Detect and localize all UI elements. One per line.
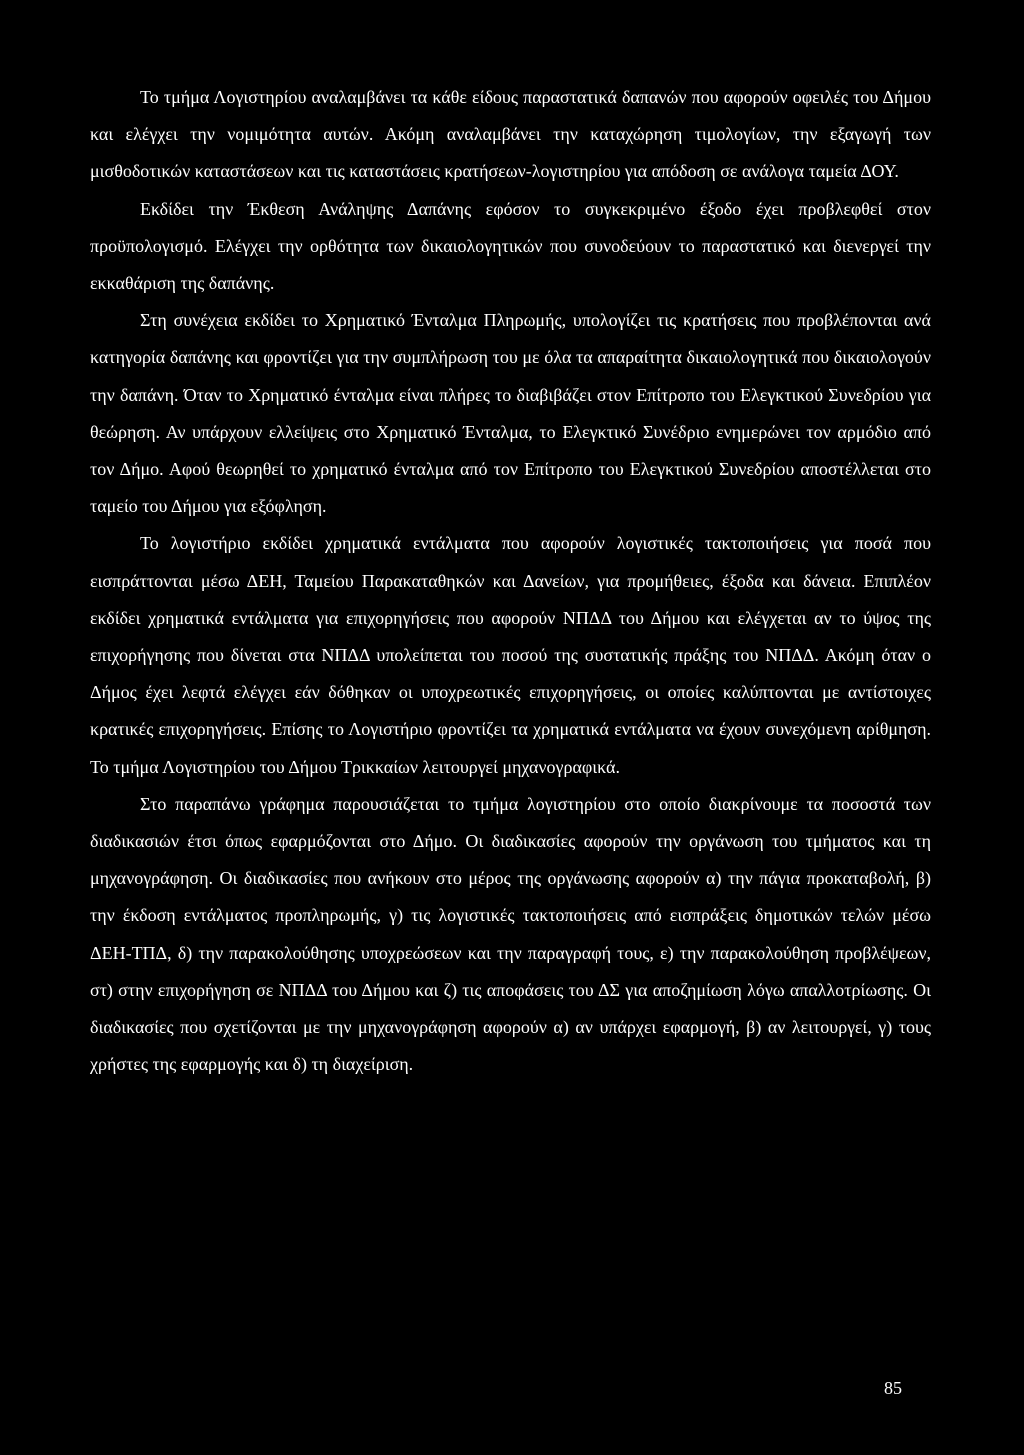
paragraph-expense-report: Εκδίδει την Έκθεση Ανάληψης Δαπάνης εφόσον το συγκεκριμένο έξοδο έχει προβλεφθεί στον προϋπολογισμό. Ελέγχει την ορθότητα των δικαιολογητικών που συνοδεύουν το παραστατικό και διενεργεί την εκκαθάριση της δαπάνης. <box>90 198 931 294</box>
body-text <box>90 79 931 1083</box>
page-number: 85 <box>884 1378 902 1398</box>
paragraph-payment-warrant: Στη συνέχεια εκδίδει το Χρηματικό Ένταλμα Πληρωμής, υπολογίζει τις κρατήσεις που προβλέπονται ανά κατηγορία δαπάνης και φροντίζει για την συμπλήρωση του με όλα τα απαραίτητα δικαιολογητικά που δικαιολογούν την δαπάνη. Όταν το Χρηματικό ένταλμα είναι πλήρες το διαβιβάζει στον Επίτροπο του Ελεγκτικού Συνεδρίου για θεώρηση. Αν υπάρχουν ελλείψεις στο Χρηματικό Ένταλμα, το Ελεγκτικό Συνέδριο ενημερώνει τον αρμόδιο από τον Δήμο. Αφού θεωρηθεί το χρηματικό ένταλμα από τον Επίτροπο του Ελεγκτικού Συνεδρίου αποστέλλεται στο ταμείο του Δήμου για εξόφληση. <box>90 310 931 517</box>
paragraph-accounting-intro: Το τμήμα Λογιστηρίου αναλαμβάνει τα κάθε είδους παραστατικά δαπανών που αφορούν οφειλές του Δήμου και ελέγχει την νομιμότητα αυτών. Ακόμη αναλαμβάνει την καταχώρηση τιμολογίων, την εξαγωγή των μισθοδοτικών καταστάσεων και τις καταστάσεις κρατήσεων-λογιστηρίου για απόδοση σε ανάλογα ταμεία ΔΟΥ. <box>90 87 931 182</box>
paragraph-procedures: Στο παραπάνω γράφημα παρουσιάζεται το τμήμα λογιστηρίου στο οποίο διακρίνουμε τα ποσοστά των διαδικασιών έτσι όπως εφαρμόζονται στο Δήμο. Οι διαδικασίες αφορούν την οργάνωση του τμήματος και τη μηχανογράφηση. Οι διαδικασίες που ανήκουν στο μέρος της οργάνωσης αφορούν α) την πάγια προκαταβολή, β) την έκδοση εντάλματος προπληρωμής, γ) τις λογιστικές τακτοποιήσεις από εισπράξεις δημοτικών τελών μέσω ΔΕΗ-ΤΠΔ, δ) την παρακολούθησης υποχρεώσεων και την παραγραφή τους, ε) την παρακολούθηση προβλέψεων, στ) στην επιχορήγηση σε ΝΠΔΔ του Δήμου και ζ) τις αποφάσεις του ΔΣ για αποζημίωση λόγω απαλλοτρίωσης. Οι διαδικασίες που σχετίζονται με την μηχανογράφηση αφορούν α) αν υπάρχει εφαρμογή, β) αν λειτουργεί, γ) τους χρήστες της εφαρμογής και δ) τη διαχείριση. <box>90 793 931 1075</box>
paragraph-accounting-warrants: Το λογιστήριο εκδίδει χρηματικά εντάλματα που αφορούν λογιστικές τακτοποιήσεις για ποσά που εισπράττονται μέσω ΔΕΗ, Ταμείου Παρακαταθηκών και Δανείων, για προμήθειες, έξοδα και δάνεια. Επιπλέον εκδίδει χρηματικά εντάλματα για επιχορηγήσεις που αφορούν ΝΠΔΔ του Δήμου και ελέγχεται αν το ύψος της επιχορήγησης που δίνεται στα ΝΠΔΔ υπολείπεται του ποσού της συστατικής πράξης του ΝΠΔΔ. Ακόμη όταν ο Δήμος έχει λεφτά ελέγχει εάν δόθηκαν οι υποχρεωτικές επιχορηγήσεις, οι οποίες καλύπτονται με αντίστοιχες κρατικές επιχορηγήσεις. Επίσης το Λογιστήριο φροντίζει τα χρηματικά εντάλματα να έχουν συνεχόμενη αρίθμηση. Το τμήμα Λογιστηρίου του Δήμου Τρικκαίων λειτουργεί μηχανογραφικά. <box>90 533 931 777</box>
